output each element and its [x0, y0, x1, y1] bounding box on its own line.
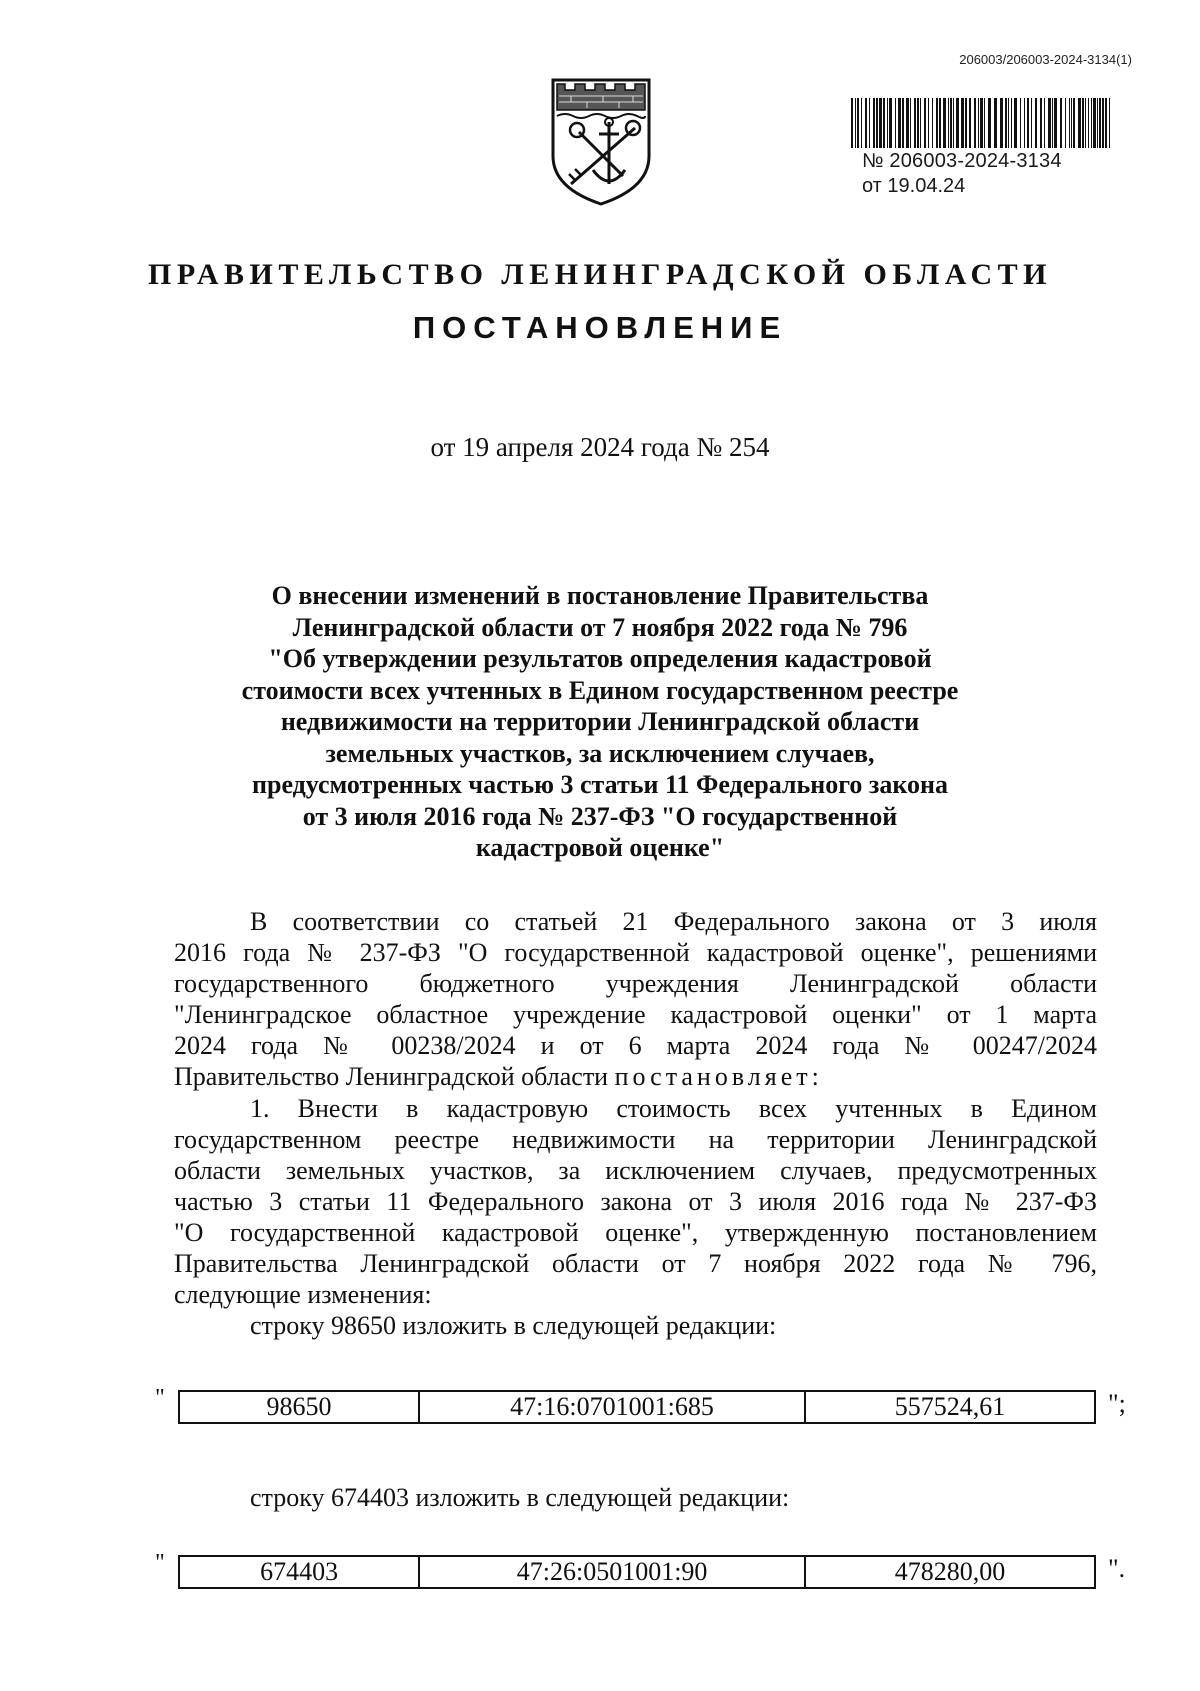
title-line: предусмотренных частью 3 статьи 11 Федерального закона: [252, 770, 948, 799]
change-1-table: [178, 1390, 1096, 1424]
issuing-authority: ПРАВИТЕЛЬСТВО ЛЕНИНГРАДСКОЙ ОБЛАСТИ: [148, 258, 1052, 291]
change-2-table: [178, 1555, 1096, 1589]
barcode-icon: [851, 98, 1113, 148]
open-quote: ": [155, 1550, 165, 1576]
paragraph-line: государственного бюджетного учреждения Ленинградской области: [174, 969, 1097, 998]
paragraph-line: следующие изменения:: [174, 1280, 432, 1309]
document-type: ПОСТАНОВЛЕНИЕ: [412, 310, 788, 345]
registration-number: № 206003-2024-3134: [862, 150, 1062, 172]
paragraph-line: В соответствии со статьей 21 Федерального закона от 3 июля: [250, 907, 1097, 936]
document-date-number: от 19 апреля 2024 года № 254: [430, 432, 770, 462]
paragraph-line: "Ленинградское областное учреждение кадастровой оценки" от 1 марта: [174, 1000, 1097, 1029]
row-number-cell: 674403: [179, 1556, 419, 1588]
resolves-word: постановляет:: [614, 1062, 823, 1091]
title-line: Ленинградской области от 7 ноября 2022 года № 796: [292, 612, 908, 642]
paragraph-line: "О государственной кадастровой оценке", утвержденную постановлением: [174, 1218, 1097, 1247]
title-line: недвижимости на территории Ленинградской области: [280, 707, 920, 736]
paragraph-line: 2016 года № 237-ФЗ "О государственной кадастровой оценке", решениями: [174, 938, 1097, 967]
close-quote: ".: [1108, 1554, 1126, 1583]
registration-date: от 19.04.24: [862, 175, 966, 197]
paragraph-line: Правительства Ленинградской области от 7 ноября 2022 года № 796,: [174, 1249, 1097, 1278]
change-1-intro: строку 98650 изложить в следующей редакции:: [250, 1311, 777, 1340]
paragraph-line: [174, 1061, 1097, 1092]
title-line: О внесении изменений в постановление Правительства: [271, 581, 929, 610]
open-quote: ": [155, 1385, 165, 1411]
cadastral-value-cell: 478280,00: [805, 1556, 1095, 1588]
document-code: 206003/206003-2024-3134(1): [959, 52, 1132, 67]
cadastral-number-cell: 47:26:0501001:90: [419, 1556, 805, 1588]
title-line: кадастровой оценке": [475, 833, 725, 862]
title-line: земельных участков, за исключением случаев,: [325, 738, 875, 768]
paragraph-line: 2024 года № 00238/2024 и от 6 марта 2024 года № 00247/2024: [174, 1031, 1097, 1060]
paragraph-line: частью 3 статьи 11 Федерального закона от 3 июля 2016 года № 237-ФЗ: [174, 1187, 1097, 1216]
title-line: от 3 июля 2016 года № 237-ФЗ "О государственной: [302, 801, 898, 831]
leningrad-oblast-coat-of-arms-icon: [549, 76, 653, 208]
table-row: [179, 1556, 1095, 1588]
preamble-paragraph: [174, 906, 1097, 1092]
close-quote: ";: [1108, 1389, 1126, 1418]
change-2-intro: строку 674403 изложить в следующей редакции:: [250, 1483, 790, 1512]
title-line: стоимости всех учтенных в Едином государственном реестре: [241, 675, 959, 705]
cadastral-number-cell: 47:16:0701001:685: [419, 1391, 805, 1423]
document-title: [200, 580, 1000, 864]
cadastral-value-cell: 557524,61: [805, 1391, 1095, 1423]
paragraph-line: области земельных участков, за исключением случаев, предусмотренных: [174, 1156, 1097, 1185]
title-line: "Об утверждении результатов определения кадастровой: [268, 644, 932, 673]
paragraph-text: Правительство Ленинградской области: [174, 1062, 609, 1091]
item-1-paragraph: [174, 1093, 1097, 1310]
row-number-cell: 98650: [179, 1391, 419, 1423]
table-row: [179, 1391, 1095, 1423]
paragraph-line: государственном реестре недвижимости на территории Ленинградской: [174, 1125, 1097, 1154]
paragraph-line: 1. Внести в кадастровую стоимость всех учтенных в Едином: [250, 1094, 1097, 1123]
